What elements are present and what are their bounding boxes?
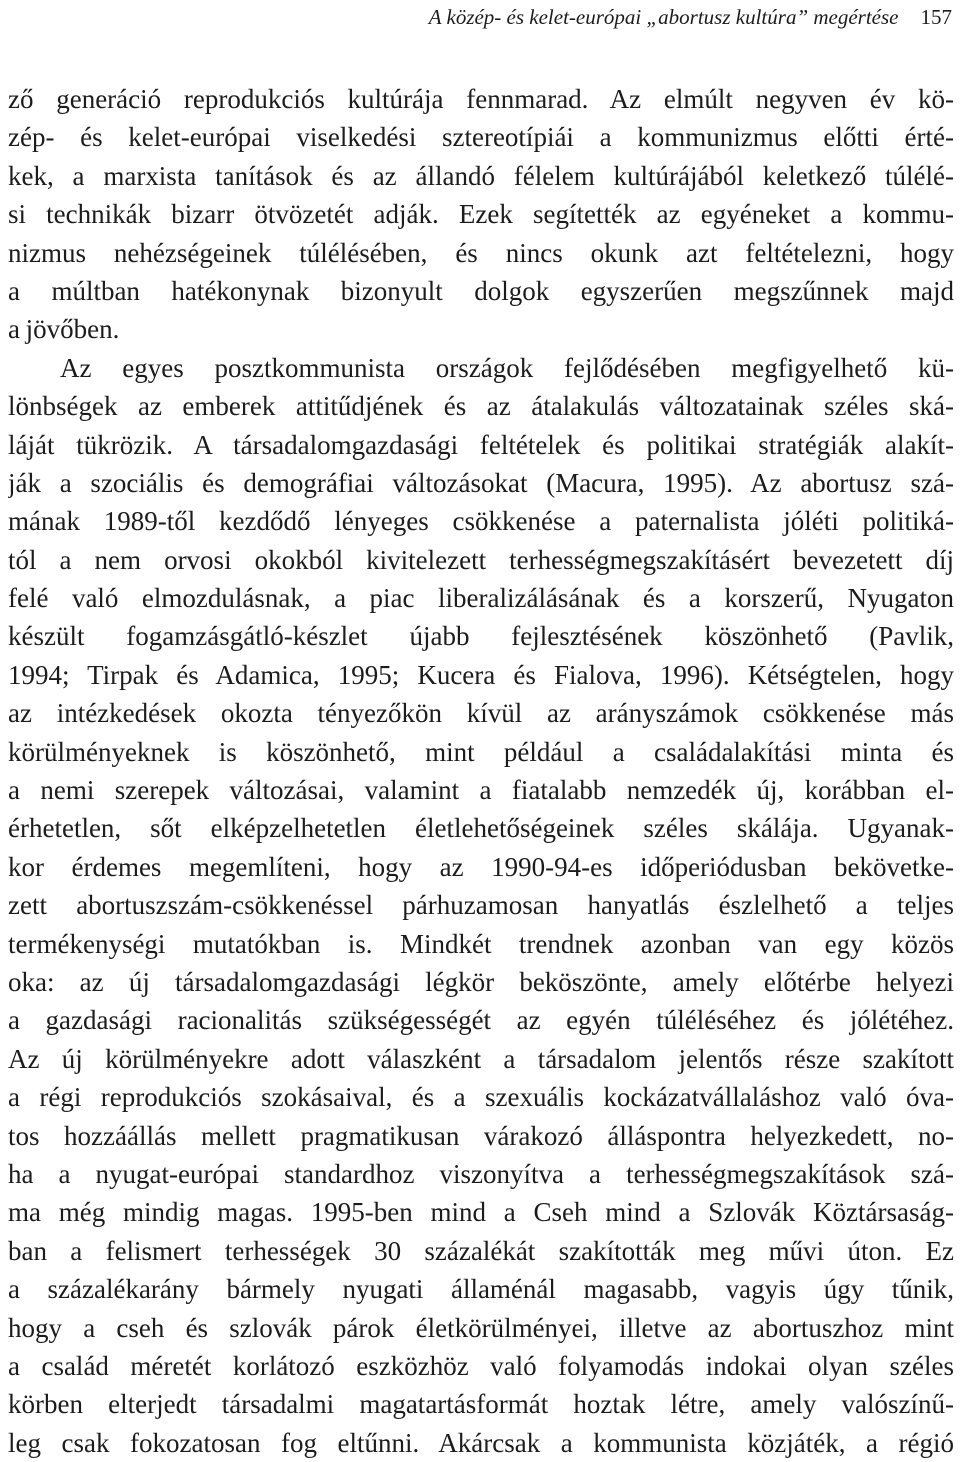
text-line: a nemi szerepek változásai, valamint a fiatalabb nemzedék új, korábban el- <box>8 775 954 806</box>
text-line: a múltban hatékonynak bizonyult dolgok egyszerűen megszűnnek majd <box>8 275 954 306</box>
text-line: tos hozzáállás mellett pragmatikusan várakozó álláspontra helyezkedett, no- <box>8 1120 954 1151</box>
text-line: a gazdasági racionalitás szükségességét az egyén túléléséhez és jólétéhez. <box>8 1005 954 1036</box>
text-line: oka: az új társadalomgazdasági légkör beköszönte, amely előtérbe helyezi <box>8 966 954 997</box>
text-line: felé való elmozdulásnak, a piac liberalizálásának és a korszerű, Nyugaton <box>8 583 954 614</box>
text-line: lönbségek az emberek attitűdjének és az átalakulás változatainak széles ská- <box>8 391 954 422</box>
text-line: si technikák bizarr ötvözetét adják. Ezek segítették az egyéneket a kommu- <box>8 199 954 230</box>
text-line: 1994; Tirpak és Adamica, 1995; Kucera és Fialova, 1996). Kétségtelen, hogy <box>8 659 954 690</box>
text-line: körülményeknek is köszönhető, mint például a családalakítási minta és <box>8 736 954 767</box>
text-line: Az új körülményekre adott válaszként a társadalom jelentős része szakított <box>8 1043 954 1074</box>
text-line: láját tükrözik. A társadalomgazdasági feltételek és politikai stratégiák alakít- <box>8 429 954 460</box>
text-line: ző generáció reprodukciós kultúrája fennmarad. Az elmúlt negyven év kö- <box>8 84 954 114</box>
running-title: A közép- és kelet-európai „abortusz kultúra” megértése <box>428 5 899 29</box>
text-line: termékenységi mutatókban is. Mindkét trendnek azonban van egy közös <box>8 928 954 959</box>
text-line: érhetetlen, sőt elképzelhetetlen életlehetőségeinek széles skálája. Ugyanak- <box>8 813 954 844</box>
text-line: körben elterjedt társadalmi magatartásformát hoztak létre, amely valószínű- <box>8 1389 954 1420</box>
text-line: a jövőben. <box>8 314 120 345</box>
text-line: nizmus nehézségeinek túlélésében, és nincs okunk azt feltételezni, hogy <box>8 237 954 268</box>
text-line: zett abortuszszám-csökkenéssel párhuzamosan hanyatlás észlelhető a teljes <box>8 890 954 921</box>
text-line: készült fogamzásgátló-készlet újabb fejlesztésének köszönhető (Pavlik, <box>8 621 954 652</box>
text-line: ják a szociális és demográfiai változásokat (Macura, 1995). Az abortusz szá- <box>8 467 954 498</box>
text-line: mának 1989-től kezdődő lényeges csökkenése a paternalista jóléti politiká- <box>8 506 954 537</box>
paragraph <box>8 349 954 1462</box>
text-line: kor érdemes megemlíteni, hogy az 1990-94-es időperiódusban bekövetke- <box>8 851 954 882</box>
body-text <box>8 80 954 1462</box>
page-number: 157 <box>920 5 952 29</box>
text-line: a család méretét korlátozó eszközhöz való folyamodás indokai olyan széles <box>8 1350 954 1381</box>
text-line: ha a nyugat-európai standardhoz viszonyítva a terhességmegszakítások szá- <box>8 1158 954 1189</box>
text-line: Az egyes posztkommunista országok fejlődésében megfigyelhető kü- <box>60 352 954 383</box>
text-line: az intézkedések okozta tényezőkön kívül az arányszámok csökkenése más <box>8 698 954 729</box>
text-line: kek, a marxista tanítások és az állandó félelem kultúrájából keletkező túlélé- <box>8 160 954 191</box>
paragraph <box>8 80 954 349</box>
text-line: tól a nem orvosi okokból kivitelezett terhességmegszakításért bevezetett díj <box>8 544 954 575</box>
text-line: hogy a cseh és szlovák párok életkörülményei, illetve az abortuszhoz mint <box>8 1312 954 1343</box>
text-line: ma még mindig magas. 1995-ben mind a Cseh mind a Szlovák Köztársaság- <box>8 1197 954 1228</box>
text-line: leg csak fokozatosan fog eltűnni. Akárcsak a kommunista közjáték, a régió <box>8 1427 954 1458</box>
running-header <box>0 2 952 32</box>
text-line: ban a felismert terhességek 30 százalékát szakították meg művi úton. Ez <box>8 1235 954 1266</box>
text-line: a régi reprodukciós szokásaival, és a szexuális kockázatvállaláshoz való óva- <box>8 1082 954 1113</box>
text-line: a százalékarány bármely nyugati államénál magasabb, vagyis úgy tűnik, <box>8 1274 954 1305</box>
text-line: zép- és kelet-európai viselkedési sztereotípiái a kommunizmus előtti érté- <box>8 122 954 153</box>
